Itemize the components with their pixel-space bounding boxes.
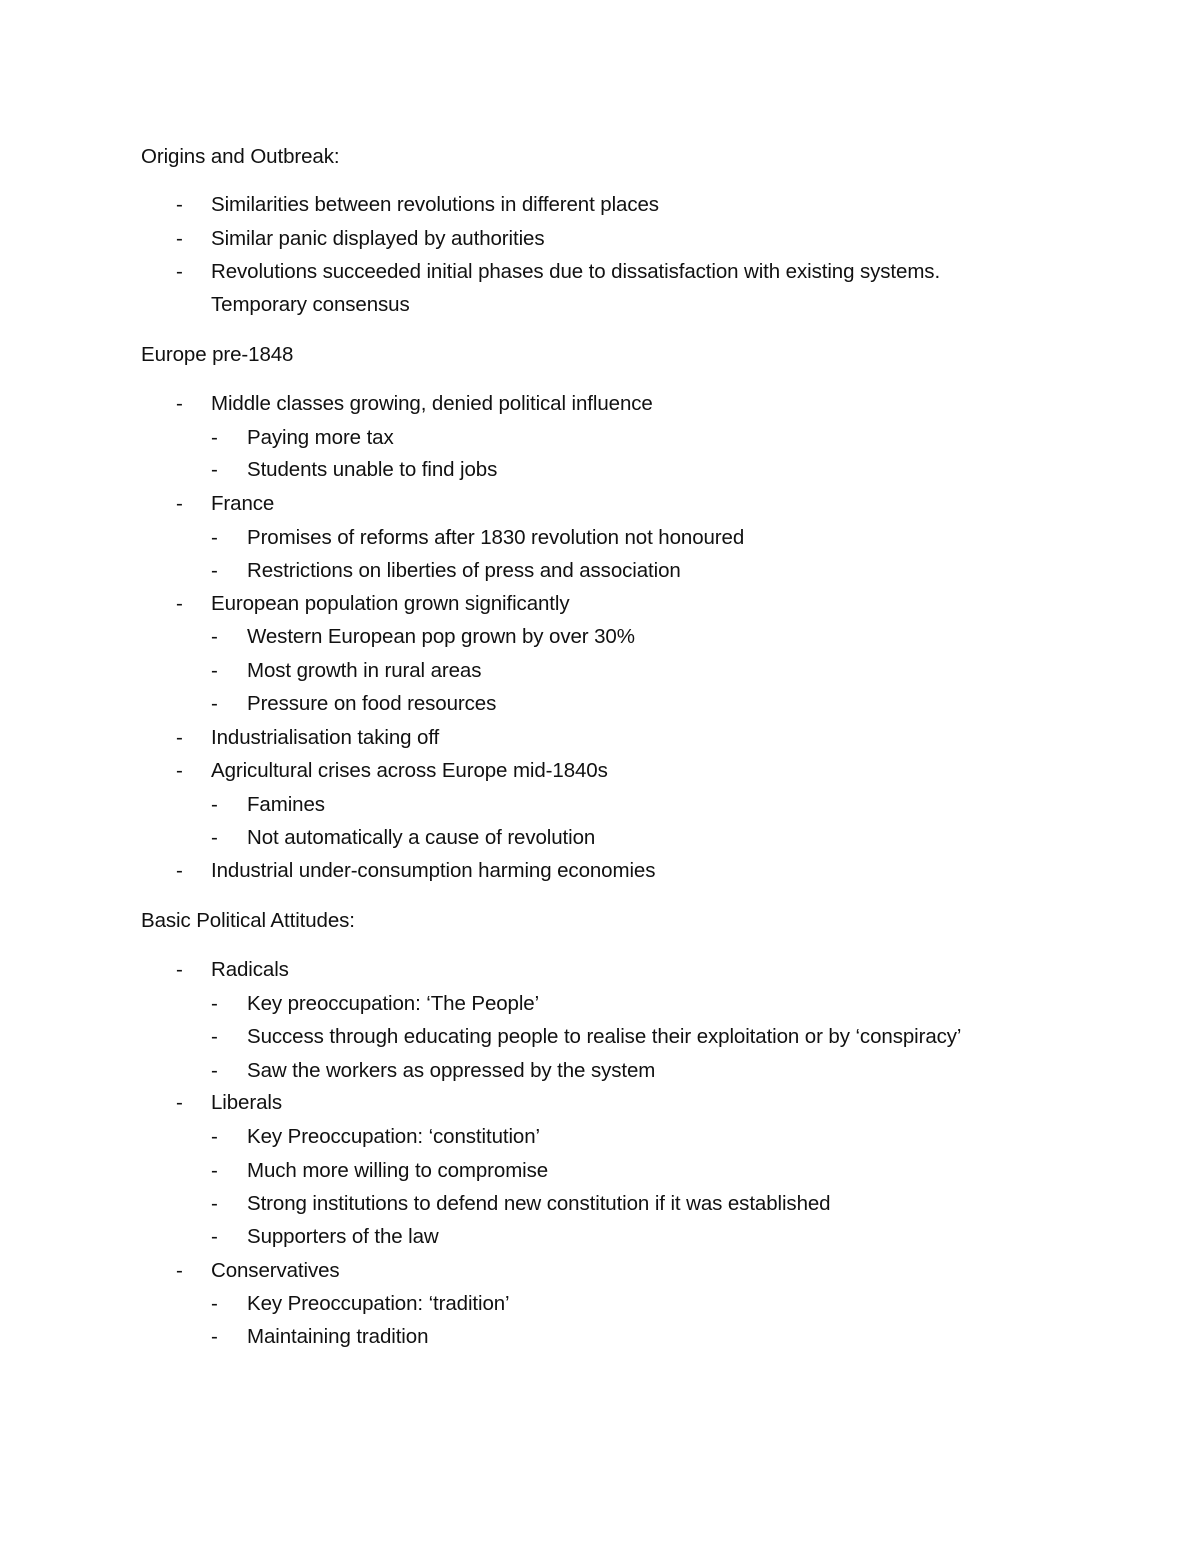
sub-bullet-dash: - xyxy=(211,625,218,648)
bullet-dash: - xyxy=(176,1091,183,1114)
sub-bullet-dash: - xyxy=(211,458,218,481)
section-heading: Europe pre-1848 xyxy=(141,343,294,366)
sub-list-item: Paying more tax xyxy=(247,426,394,449)
sub-list-item: Key Preoccupation: ‘tradition’ xyxy=(247,1292,510,1315)
bullet-dash: - xyxy=(176,958,183,981)
sub-bullet-dash: - xyxy=(211,1292,218,1315)
sub-list-item: Students unable to find jobs xyxy=(247,458,498,481)
list-item: Conservatives xyxy=(211,1259,340,1282)
list-item: Industrial under-consumption harming economies xyxy=(211,859,656,882)
sub-list-item: Famines xyxy=(247,793,325,816)
bullet-dash: - xyxy=(176,193,183,216)
sub-bullet-dash: - xyxy=(211,1125,218,1148)
sub-list-item: Restrictions on liberties of press and association xyxy=(247,559,681,582)
sub-bullet-dash: - xyxy=(211,1325,218,1348)
sub-bullet-dash: - xyxy=(211,426,218,449)
sub-list-item: Key preoccupation: ‘The People’ xyxy=(247,992,540,1015)
list-item: Liberals xyxy=(211,1091,282,1114)
list-item: Agricultural crises across Europe mid-1840s xyxy=(211,759,608,782)
bullet-dash: - xyxy=(176,859,183,882)
sub-list-item: Much more willing to compromise xyxy=(247,1159,549,1182)
bullet-dash: - xyxy=(176,1259,183,1282)
bullet-dash: - xyxy=(176,759,183,782)
sub-bullet-dash: - xyxy=(211,1159,218,1182)
sub-list-item: Maintaining tradition xyxy=(247,1325,429,1348)
sub-bullet-dash: - xyxy=(211,1025,218,1048)
list-item: Similar panic displayed by authorities xyxy=(211,227,545,250)
sub-bullet-dash: - xyxy=(211,692,218,715)
sub-list-item: Success through educating people to realise their exploitation or by ‘conspiracy’ xyxy=(247,1025,962,1048)
list-item-continuation: Temporary consensus xyxy=(211,293,410,316)
bullet-dash: - xyxy=(176,260,183,283)
list-item: Middle classes growing, denied political influence xyxy=(211,392,653,415)
list-item: Industrialisation taking off xyxy=(211,726,440,749)
list-item: European population grown significantly xyxy=(211,592,570,615)
bullet-dash: - xyxy=(176,492,183,515)
list-item: France xyxy=(211,492,275,515)
sub-bullet-dash: - xyxy=(211,793,218,816)
sub-list-item: Pressure on food resources xyxy=(247,692,497,715)
bullet-dash: - xyxy=(176,592,183,615)
bullet-dash: - xyxy=(176,726,183,749)
sub-bullet-dash: - xyxy=(211,559,218,582)
sub-list-item: Most growth in rural areas xyxy=(247,659,482,682)
sub-list-item: Western European pop grown by over 30% xyxy=(247,625,635,648)
bullet-dash: - xyxy=(176,392,183,415)
sub-list-item: Supporters of the law xyxy=(247,1225,439,1248)
section-heading: Basic Political Attitudes: xyxy=(141,909,355,932)
sub-bullet-dash: - xyxy=(211,526,218,549)
section-heading: Origins and Outbreak: xyxy=(141,145,340,168)
sub-list-item: Strong institutions to defend new constitution if it was established xyxy=(247,1192,831,1215)
sub-bullet-dash: - xyxy=(211,659,218,682)
sub-list-item: Promises of reforms after 1830 revolution not honoured xyxy=(247,526,745,549)
sub-bullet-dash: - xyxy=(211,826,218,849)
sub-bullet-dash: - xyxy=(211,1225,218,1248)
sub-list-item: Key Preoccupation: ‘constitution’ xyxy=(247,1125,540,1148)
list-item: Revolutions succeeded initial phases due to dissatisfaction with existing systems. xyxy=(211,260,941,283)
sub-list-item: Saw the workers as oppressed by the system xyxy=(247,1059,656,1082)
bullet-dash: - xyxy=(176,227,183,250)
sub-bullet-dash: - xyxy=(211,1192,218,1215)
sub-list-item: Not automatically a cause of revolution xyxy=(247,826,596,849)
sub-bullet-dash: - xyxy=(211,992,218,1015)
sub-bullet-dash: - xyxy=(211,1059,218,1082)
list-item: Radicals xyxy=(211,958,289,981)
list-item: Similarities between revolutions in different places xyxy=(211,193,659,216)
